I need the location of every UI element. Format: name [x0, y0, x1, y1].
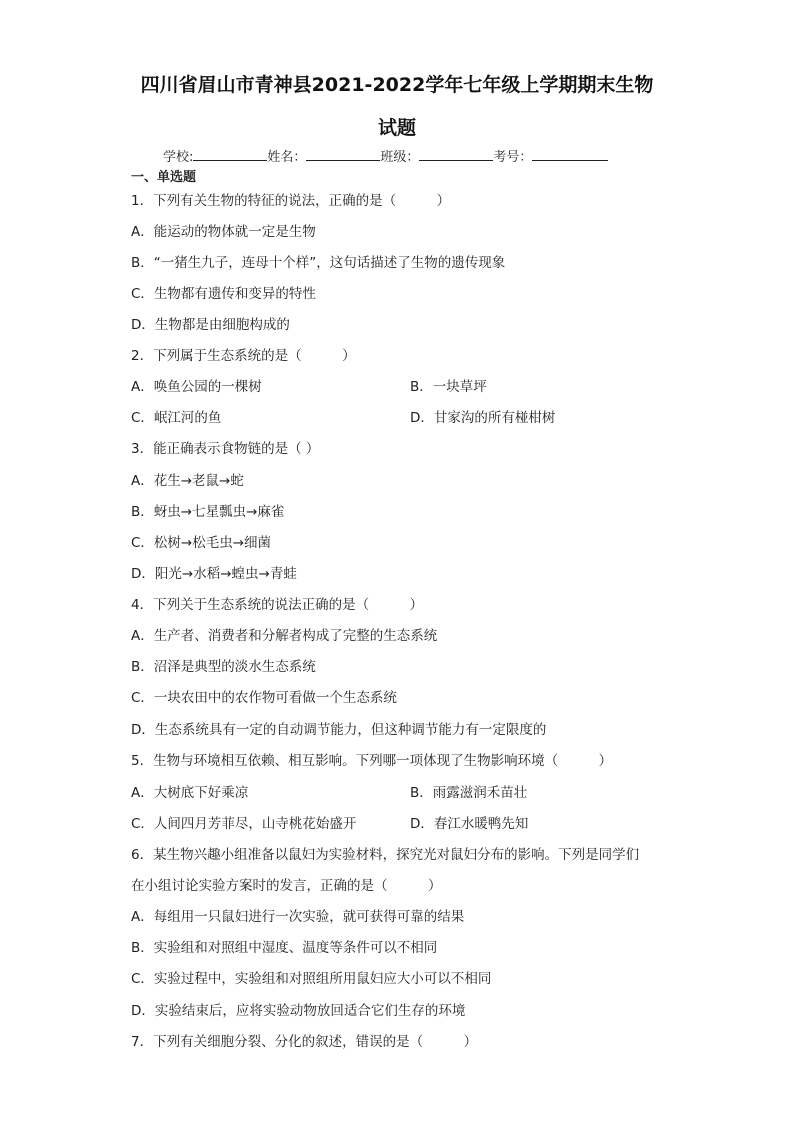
name-label: 姓名：	[267, 150, 307, 165]
class-label: 班级：	[380, 150, 420, 165]
q2-option-c: C．岷江河的鱼	[131, 410, 222, 426]
q2-option-d: D．甘家沟的所有椪柑树	[410, 410, 556, 426]
q4-option-a: A．生产者、消费者和分解者构成了完整的生态系统	[131, 628, 438, 644]
q5-option-b: B．雨露滋润禾苗壮	[410, 785, 528, 801]
section-heading: 一、单选题	[131, 170, 197, 185]
q6-option-b: B．实验组和对照组中湿度、温度等条件可以不相同	[131, 940, 438, 956]
q4-option-d: D．生态系统具有一定的自动调节能力，但这种调节能力有一定限度的	[131, 722, 547, 738]
class-blank	[419, 148, 493, 161]
q1-stem: 1．下列有关生物的特征的说法，正确的是（ ）	[131, 193, 451, 209]
q4-option-b: B．沼泽是典型的淡水生态系统	[131, 659, 316, 675]
q1-option-a: A．能运动的物体就一定是生物	[131, 224, 316, 240]
q3-option-a: A．花生→老鼠→蛇	[131, 473, 244, 489]
q5-stem: 5．生物与环境相互依赖、相互影响。下列哪一项体现了生物影响环境（ ）	[131, 753, 613, 769]
q1-option-d: D．生物都是由细胞构成的	[131, 317, 290, 333]
q6-option-d: D．实验结束后，应将实验动物放回适合它们生存的环境	[131, 1003, 466, 1019]
q6-stem-line2: 在小组讨论实验方案时的发言，正确的是（ ）	[131, 878, 442, 894]
q1-option-b: B．“一猪生九子，连母十个样”，这句话描述了生物的遗传现象	[131, 255, 506, 271]
q5-option-c: C．人间四月芳菲尽，山寺桃花始盛开	[131, 816, 357, 832]
number-label: 考号：	[493, 150, 533, 165]
school-label: 学校:	[163, 150, 194, 165]
q6-option-c: C．实验过程中，实验组和对照组所用鼠妇应大小可以不相同	[131, 971, 492, 987]
number-blank	[532, 148, 608, 161]
school-blank	[193, 148, 267, 161]
q3-stem: 3．能正确表示食物链的是（ ）	[131, 441, 320, 457]
q2-stem: 2．下列属于生态系统的是（ ）	[131, 348, 356, 364]
q7-stem: 7．下列有关细胞分裂、分化的叙述，错误的是（ ）	[131, 1034, 478, 1050]
q3-option-c: C．松树→松毛虫→细菌	[131, 535, 272, 551]
q6-stem-line1: 6．某生物兴趣小组准备以鼠妇为实验材料，探究光对鼠妇分布的影响。下列是同学们	[131, 847, 640, 863]
student-info-row	[163, 146, 608, 165]
q3-option-d: D．阳光→水稻→蝗虫→青蛙	[131, 566, 297, 582]
q6-option-a: A．每组用一只鼠妇进行一次实验，就可获得可靠的结果	[131, 909, 465, 925]
q3-option-b: B．蚜虫→七星瓢虫→麻雀	[131, 504, 285, 520]
name-blank	[306, 148, 380, 161]
q4-stem: 4．下列关于生态系统的说法正确的是（ ）	[131, 597, 424, 613]
q1-option-c: C．生物都有遗传和变异的特性	[131, 286, 316, 302]
q2-option-a: A．唤鱼公园的一棵树	[131, 379, 262, 395]
exam-title-line2: 试题	[377, 117, 416, 139]
q4-option-c: C．一块农田中的农作物可看做一个生态系统	[131, 690, 397, 706]
q2-option-b: B．一块草坪	[410, 379, 487, 395]
q5-option-d: D．春江水暖鸭先知	[410, 816, 529, 832]
q5-option-a: A．大树底下好乘凉	[131, 785, 249, 801]
exam-title-line1: 四川省眉山市青神县2021-2022学年七年级上学期期末生物	[140, 74, 654, 96]
